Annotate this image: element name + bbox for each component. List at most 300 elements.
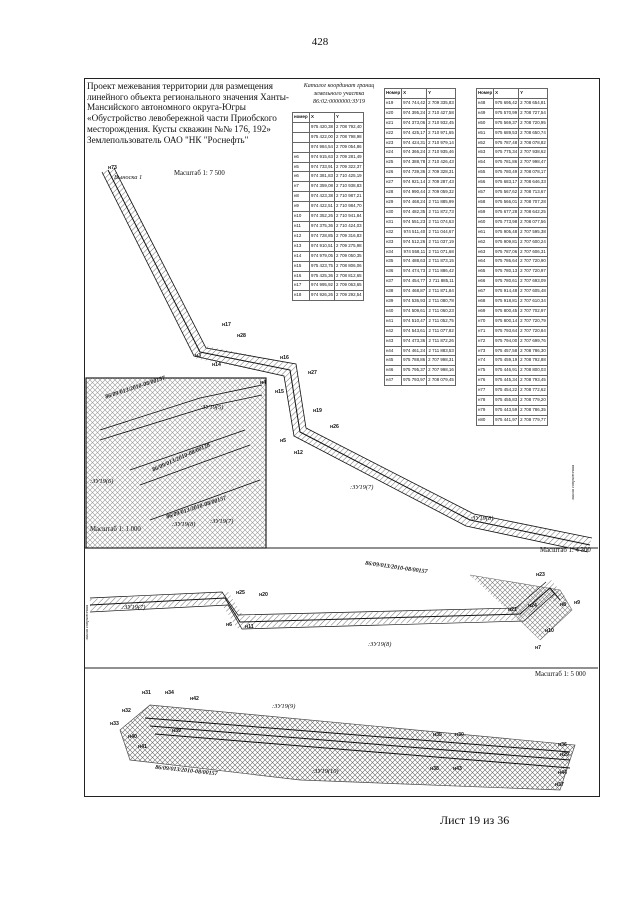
coord-point-id: н39 — [385, 297, 402, 307]
point-label: н11 — [245, 624, 254, 630]
coord-point-id: н11 — [293, 221, 310, 231]
coord-point-id: н44 — [385, 346, 402, 356]
coord-y: 2 708 646,33 — [519, 178, 548, 188]
point-label: н29 — [560, 752, 569, 758]
point-label: н20 — [259, 592, 268, 598]
coord-point-id: н46 — [385, 366, 402, 376]
zone-label: :ЗУ19(6) — [90, 478, 114, 485]
coord-point-id: н67 — [477, 287, 494, 297]
point-label: н31 — [142, 690, 151, 696]
coord-x: 975 425,36 — [310, 271, 335, 281]
coord-point-id: н37 — [385, 277, 402, 287]
coord-x: 974 422,51 — [310, 202, 335, 212]
point-label: н41 — [138, 744, 147, 750]
coord-y: 2 708 077,56 — [519, 217, 548, 227]
coord-y: 2 711 077,82 — [427, 326, 456, 336]
point-label: н34 — [165, 690, 174, 696]
coord-x: 974 488,63 — [402, 257, 427, 267]
col-x: X — [494, 89, 519, 99]
point-label: н4 — [260, 380, 267, 386]
coord-x: 974 482,35 — [402, 207, 427, 217]
coord-point-id: н12 — [293, 231, 310, 241]
coord-x: 974 536,93 — [402, 297, 427, 307]
coord-y: 2 709 328,31 — [427, 168, 456, 178]
coord-x: 975 905,48 — [494, 227, 519, 237]
coord-x: 975 787,48 — [494, 138, 519, 148]
coord-y: 2 709 287,43 — [427, 178, 456, 188]
coord-point-id: н64 — [477, 257, 494, 267]
coord-y: 2 708 713,67 — [519, 188, 548, 198]
coord-x: 974 915,63 — [310, 152, 335, 162]
coord-x: 975 773,98 — [494, 217, 519, 227]
coord-point-id: н33 — [385, 237, 402, 247]
coord-point-id: н14 — [293, 251, 310, 261]
point-label: н6 — [226, 622, 233, 628]
coord-y: 2 707 606,31 — [519, 247, 548, 257]
coord-y: 2 708 642,25 — [519, 207, 548, 217]
coord-y: 2 707 693,09 — [519, 277, 548, 287]
point-label: н44 — [558, 770, 567, 776]
coord-point-id: н35 — [385, 257, 402, 267]
coord-point-id: н10 — [293, 212, 310, 222]
coord-point-id: н50 — [477, 118, 494, 128]
point-label: н32 — [122, 708, 131, 714]
coord-point-id: н36 — [385, 267, 402, 277]
point-label: н21 — [508, 607, 517, 613]
coord-point-id: н16 — [293, 271, 310, 281]
coord-x: 974 423,38 — [310, 192, 335, 202]
side-note: линия сопряжения — [84, 604, 89, 640]
coord-x: 975 914,48 — [494, 287, 519, 297]
coord-x: 975 793,97 — [402, 376, 427, 386]
point-label: н28 — [237, 333, 246, 339]
lower-corridor — [120, 705, 575, 790]
coord-x: 974 558,11 — [402, 247, 427, 257]
coord-point-id: н38 — [385, 287, 402, 297]
parcel-number: 86/09/013/2010-08/00157 — [154, 764, 218, 778]
coord-x: 974 543,61 — [402, 326, 427, 336]
point-label: н27 — [308, 370, 317, 376]
zone-label: :ЗУ19(8) — [470, 515, 494, 522]
coord-point-id: н18 — [293, 291, 310, 301]
coord-y: 2 708 786,30 — [519, 346, 548, 356]
coord-y: 2 708 779,20 — [519, 396, 548, 406]
coord-point-id: н79 — [477, 406, 494, 416]
coord-x: 975 420,38 — [310, 122, 335, 132]
coord-point-id: н71 — [477, 326, 494, 336]
coord-x: 975 443,59 — [494, 406, 519, 416]
point-label: н14 — [212, 362, 221, 368]
point-label: н39 — [172, 728, 181, 734]
coord-y: 2 707 595,38 — [519, 227, 548, 237]
coord-x: 975 780,49 — [494, 168, 519, 178]
coord-x: 974 739,36 — [402, 168, 427, 178]
coord-point-id: н75 — [477, 366, 494, 376]
point-label: н23 — [536, 572, 545, 578]
coord-x: 974 995,92 — [310, 281, 335, 291]
coord-x: 974 373,06 — [402, 118, 427, 128]
coord-x: 975 567,62 — [494, 188, 519, 198]
zone-label: :ЗУ19(7) — [122, 604, 146, 611]
point-label: н38 — [430, 766, 439, 772]
coord-y: 2 709 063,65 — [334, 281, 363, 291]
coord-x: 975 794,00 — [494, 336, 519, 346]
zone-label: :ЗУ19(7) — [350, 484, 374, 491]
coord-point-id: н61 — [477, 227, 494, 237]
point-label: н36 — [558, 742, 567, 748]
coord-x: 974 461,24 — [402, 346, 427, 356]
coord-y: 2 710 941,84 — [334, 212, 363, 222]
coord-y: 2 708 779,77 — [519, 415, 548, 425]
coord-x: 974 509,61 — [402, 306, 427, 316]
coord-x: 975 459,19 — [494, 356, 519, 366]
point-label: н30 — [455, 732, 464, 738]
coord-point-id: н80 — [477, 415, 494, 425]
coord-y: 2 711 060,23 — [427, 306, 456, 316]
coord-x: 974 474,73 — [402, 267, 427, 277]
zone-label: :ЗУ19(5) — [200, 404, 224, 411]
point-label: н33 — [110, 721, 119, 727]
coord-x: 974 468,24 — [402, 197, 427, 207]
coord-point-id: н73 — [477, 346, 494, 356]
coord-point-id: н9 — [293, 202, 310, 212]
point-label: н16 — [280, 355, 289, 361]
coord-point-id: н6 — [293, 152, 310, 162]
coord-y: 2 710 425,19 — [334, 172, 363, 182]
coord-x: 974 454,77 — [402, 277, 427, 287]
coord-y: 2 710 424,03 — [334, 221, 363, 231]
coord-point-id: н28 — [385, 188, 402, 198]
coord-point-id: н55 — [477, 168, 494, 178]
coord-x: 974 733,91 — [310, 162, 335, 172]
coord-point-id: н6 — [293, 172, 310, 182]
point-label: н8 — [560, 602, 567, 608]
coord-x: 974 352,26 — [310, 212, 335, 222]
coord-y: 2 708 650,74 — [519, 128, 548, 138]
coord-point-id: н40 — [385, 306, 402, 316]
coord-point-id: н49 — [477, 108, 494, 118]
point-label: н3 — [195, 353, 202, 359]
coord-y: 2 709 281,49 — [334, 152, 363, 162]
coord-point-id: н22 — [385, 128, 402, 138]
coord-y: 2 708 720,95 — [519, 118, 548, 128]
coord-y: 2 709 275,98 — [334, 241, 363, 251]
point-label: н37 — [555, 782, 564, 788]
coord-x: 975 793,64 — [494, 326, 519, 336]
coord-y: 2 710 938,83 — [334, 182, 363, 192]
coord-x: 975 781,86 — [494, 158, 519, 168]
point-label: н25 — [236, 590, 245, 596]
coord-y: 2 711 885,99 — [427, 197, 456, 207]
coord-x: 975 569,37 — [494, 118, 519, 128]
coord-point-id: н48 — [477, 98, 494, 108]
scale-label: Масштаб 1: 7 500 — [174, 170, 225, 177]
point-label: н42 — [190, 696, 199, 702]
coord-x: 975 800,14 — [494, 316, 519, 326]
coord-x: 974 728,85 — [310, 231, 335, 241]
col-number: номер — [293, 113, 310, 123]
coord-x: 974 926,26 — [310, 291, 335, 301]
coord-y: 2 707 720,97 — [519, 267, 548, 277]
coord-x: 974 425,17 — [402, 128, 427, 138]
zone-label: :ЗУ19(7) — [210, 518, 234, 525]
coord-x: 975 441,97 — [494, 415, 519, 425]
parcel-number: 86/09/013/2010-08/00157 — [165, 495, 228, 521]
coord-y: 2 707 610,34 — [519, 297, 548, 307]
coord-point-id: н52 — [477, 138, 494, 148]
col-number: Номер — [385, 89, 402, 99]
coord-y: 2 708 806,06 — [334, 261, 363, 271]
coord-y: 2 708 654,81 — [519, 98, 548, 108]
col-x: X — [310, 113, 335, 123]
coord-y: 2 709 316,83 — [334, 231, 363, 241]
coord-x: 975 683,17 — [494, 178, 519, 188]
coord-x: 975 455,83 — [494, 396, 519, 406]
coord-point-id: н5 — [293, 162, 310, 172]
coord-x: 975 445,34 — [494, 376, 519, 386]
coord-y: 2 708 078,82 — [519, 138, 548, 148]
coord-y: 2 709 322,37 — [334, 162, 363, 172]
coord-y: 2 711 872,73 — [427, 207, 456, 217]
coord-y: 2 708 800,03 — [519, 366, 548, 376]
zone-label: :ЗУ19(9) — [272, 703, 296, 710]
page-number: 428 — [311, 36, 329, 48]
coord-point-id: н26 — [385, 168, 402, 178]
coord-point-id: н34 — [385, 247, 402, 257]
coord-y: 2 711 872,26 — [427, 336, 456, 346]
coord-y: 2 707 998,31 — [427, 356, 456, 366]
coord-point-id: н27 — [385, 178, 402, 188]
point-label: н35 — [433, 732, 442, 738]
coord-x: 974 510,47 — [402, 316, 427, 326]
coord-point-id: н72 — [477, 336, 494, 346]
point-label: н73 — [108, 165, 117, 171]
coord-table-caption: Каталог координат границ земельного участка 86:02:0000000:ЗУ19 — [303, 83, 375, 105]
parcel-number: 86/09/013/2010-08/00128 — [151, 442, 212, 474]
coord-x: 974 424,31 — [402, 138, 427, 148]
col-x: X — [402, 89, 427, 99]
coord-y: 2 711 052,75 — [427, 316, 456, 326]
coord-point-id: н70 — [477, 316, 494, 326]
coord-x: 974 744,42 — [402, 98, 427, 108]
zone-label: :ЗУ19(10) — [312, 768, 339, 775]
coord-point-id: н15 — [293, 261, 310, 271]
coord-x: 974 381,83 — [310, 172, 335, 182]
coord-point-id: н63 — [477, 247, 494, 257]
coord-point-id: н8 — [293, 192, 310, 202]
coord-point-id: н32 — [385, 227, 402, 237]
coord-point-id: н21 — [385, 118, 402, 128]
parcel-number: 86/09/013/2010-08/00157 — [104, 375, 167, 401]
coord-point-id: н60 — [477, 217, 494, 227]
point-label: н15 — [275, 389, 284, 395]
coord-y: 2 708 786,35 — [519, 406, 548, 416]
coord-x: 974 366,24 — [402, 148, 427, 158]
callout-label: Выноска 1 — [114, 174, 143, 181]
coord-x: 975 775,34 — [494, 148, 519, 158]
coord-point-id: н69 — [477, 306, 494, 316]
coord-y: 2 708 792,40 — [334, 122, 363, 132]
coord-point-id: н7 — [293, 182, 310, 192]
coord-x: 974 511,40 — [402, 227, 427, 237]
coord-y: 2 708 078,17 — [519, 168, 548, 178]
coord-x: 975 689,53 — [494, 128, 519, 138]
coord-y: 2 708 772,62 — [519, 386, 548, 396]
parcel-number: 86/09/013/2010-08/00157 — [364, 560, 428, 576]
coord-y: 2 708 793,45 — [519, 376, 548, 386]
coord-y: 2 710 932,45 — [427, 118, 456, 128]
coord-y: 2 708 079,45 — [427, 376, 456, 386]
coord-x: 974 468,87 — [402, 287, 427, 297]
col-y: Y — [334, 113, 363, 123]
coord-y: 2 711 871,84 — [427, 287, 456, 297]
coord-y: 2 711 885,11 — [427, 277, 456, 287]
coord-x: 975 457,58 — [494, 346, 519, 356]
coord-point-id: н68 — [477, 297, 494, 307]
coord-y: 2 707 702,97 — [519, 306, 548, 316]
coord-point-id: н65 — [477, 267, 494, 277]
coord-x: 975 423,75 — [310, 261, 335, 271]
point-label: н17 — [222, 322, 231, 328]
coord-y: 2 707 720,79 — [519, 316, 548, 326]
coord-point-id: н30 — [385, 207, 402, 217]
coord-point-id: н77 — [477, 386, 494, 396]
scale-label: Масштаб 1: 1 000 — [90, 526, 141, 533]
zone-label: :ЗУ19(8) — [368, 641, 392, 648]
point-label: н19 — [313, 408, 322, 414]
coord-point-id: н19 — [385, 98, 402, 108]
project-title: Проект межевания территории для размещения линейного объекта регионального значения Ханты-Мансийского автономного округа-Югры «Обустройство левобережной части Приобского месторождения. Кусты скважин №№ 176, 192» Землепользователь ОАО "НК "Роснефть" — [87, 81, 289, 145]
coord-y: 2 709 050,35 — [334, 251, 363, 261]
coord-y: 2 708 798,98 — [334, 132, 363, 142]
coord-y: 2 707 699,76 — [519, 336, 548, 346]
middle-corridor — [90, 575, 572, 640]
coord-point-id: н59 — [477, 207, 494, 217]
coord-y: 2 710 987,21 — [334, 192, 363, 202]
coord-point-id: н45 — [385, 356, 402, 366]
coord-y: 2 710 979,14 — [427, 138, 456, 148]
coord-x: 975 909,81 — [494, 237, 519, 247]
coord-point-id: н13 — [293, 241, 310, 251]
col-number: Номер — [477, 89, 494, 99]
coord-point-id: н25 — [385, 158, 402, 168]
coord-x: 974 359,08 — [310, 182, 335, 192]
coord-point-id: н66 — [477, 277, 494, 287]
coord-x: 975 800,45 — [494, 306, 519, 316]
coord-y: 2 707 998,47 — [519, 158, 548, 168]
coord-x: 975 786,64 — [494, 257, 519, 267]
coord-x: 974 512,26 — [402, 237, 427, 247]
coord-y: 2 710 426,43 — [427, 158, 456, 168]
coord-x: 974 375,36 — [310, 221, 335, 231]
point-label: н12 — [294, 450, 303, 456]
coord-x: 974 551,23 — [402, 217, 427, 227]
coord-y: 2 707 720,84 — [519, 326, 548, 336]
coord-x: 975 918,81 — [494, 297, 519, 307]
coord-point-id: н20 — [385, 108, 402, 118]
coord-x: 975 422,00 — [310, 132, 335, 142]
coord-point-id: н54 — [477, 158, 494, 168]
coord-point-id: н76 — [477, 376, 494, 386]
coord-y: 2 708 792,88 — [519, 356, 548, 366]
coord-y: 2 707 605,48 — [519, 287, 548, 297]
coord-y: 2 710 935,46 — [427, 148, 456, 158]
coord-y: 2 710 427,58 — [427, 108, 456, 118]
coord-y: 2 708 727,54 — [519, 108, 548, 118]
point-label: н9 — [574, 600, 581, 606]
coord-x: 974 979,05 — [310, 251, 335, 261]
coord-x: 974 473,36 — [402, 336, 427, 346]
coord-point-id: н74 — [477, 356, 494, 366]
point-label: н10 — [545, 628, 554, 634]
coord-x: 975 677,28 — [494, 207, 519, 217]
coord-x: 975 795,37 — [402, 366, 427, 376]
coord-y: 2 711 080,78 — [427, 297, 456, 307]
coord-point-id: н31 — [385, 217, 402, 227]
coord-point-id: н57 — [477, 188, 494, 198]
col-y: Y — [427, 89, 456, 99]
coord-point-id: н47 — [385, 376, 402, 386]
coord-point-id: н17 — [293, 281, 310, 291]
coord-x: 975 454,22 — [494, 386, 519, 396]
coord-point-id: н58 — [477, 197, 494, 207]
coord-y: 2 708 707,28 — [519, 197, 548, 207]
coord-point-id: н62 — [477, 237, 494, 247]
coord-y: 2 709 054,86 — [334, 142, 363, 152]
coord-x: 975 566,01 — [494, 197, 519, 207]
coord-x: 974 990,44 — [402, 188, 427, 198]
coord-point-id: н23 — [385, 138, 402, 148]
coord-y: 2 711 044,67 — [427, 227, 456, 237]
coord-y: 2 711 071,68 — [427, 247, 456, 257]
coord-x: 975 787,06 — [494, 247, 519, 257]
point-label: н43 — [453, 766, 462, 772]
sheet-info: Лист 19 из 36 — [440, 813, 510, 827]
coord-x: 975 788,86 — [402, 356, 427, 366]
coord-x: 975 446,91 — [494, 366, 519, 376]
coord-y: 2 707 938,62 — [519, 148, 548, 158]
coord-x: 974 984,54 — [310, 142, 335, 152]
coord-point-id: н24 — [385, 148, 402, 158]
coord-y: 2 707 998,16 — [427, 366, 456, 376]
point-label: н24 — [528, 603, 537, 609]
coord-y: 2 707 720,90 — [519, 257, 548, 267]
coord-y: 2 711 873,15 — [427, 257, 456, 267]
coord-point-id: н43 — [385, 336, 402, 346]
col-y: Y — [519, 89, 548, 99]
coord-y: 2 709 059,32 — [427, 188, 456, 198]
scale-label: Масштаб 1: 5 000 — [535, 671, 586, 678]
coord-y: 2 710 971,65 — [427, 128, 456, 138]
coord-y: 2 709 292,54 — [334, 291, 363, 301]
coord-y: 2 711 883,53 — [427, 346, 456, 356]
coord-point-id: н41 — [385, 316, 402, 326]
side-note: линия сопряжения — [570, 464, 575, 500]
coord-y: 2 711 886,42 — [427, 267, 456, 277]
coord-x: 974 921,14 — [402, 178, 427, 188]
point-label: н7 — [535, 645, 542, 651]
coord-y: 2 711 037,19 — [427, 237, 456, 247]
coord-x: 974 395,24 — [402, 108, 427, 118]
coord-x: 975 570,99 — [494, 108, 519, 118]
coord-x: 975 780,61 — [494, 277, 519, 287]
coord-point-id: н78 — [477, 396, 494, 406]
coord-x: 974 910,51 — [310, 241, 335, 251]
zone-label: :ЗУ19(8) — [172, 521, 196, 528]
point-label: н26 — [330, 424, 339, 430]
coord-point-id: н29 — [385, 197, 402, 207]
coord-y: 2 711 074,63 — [427, 217, 456, 227]
